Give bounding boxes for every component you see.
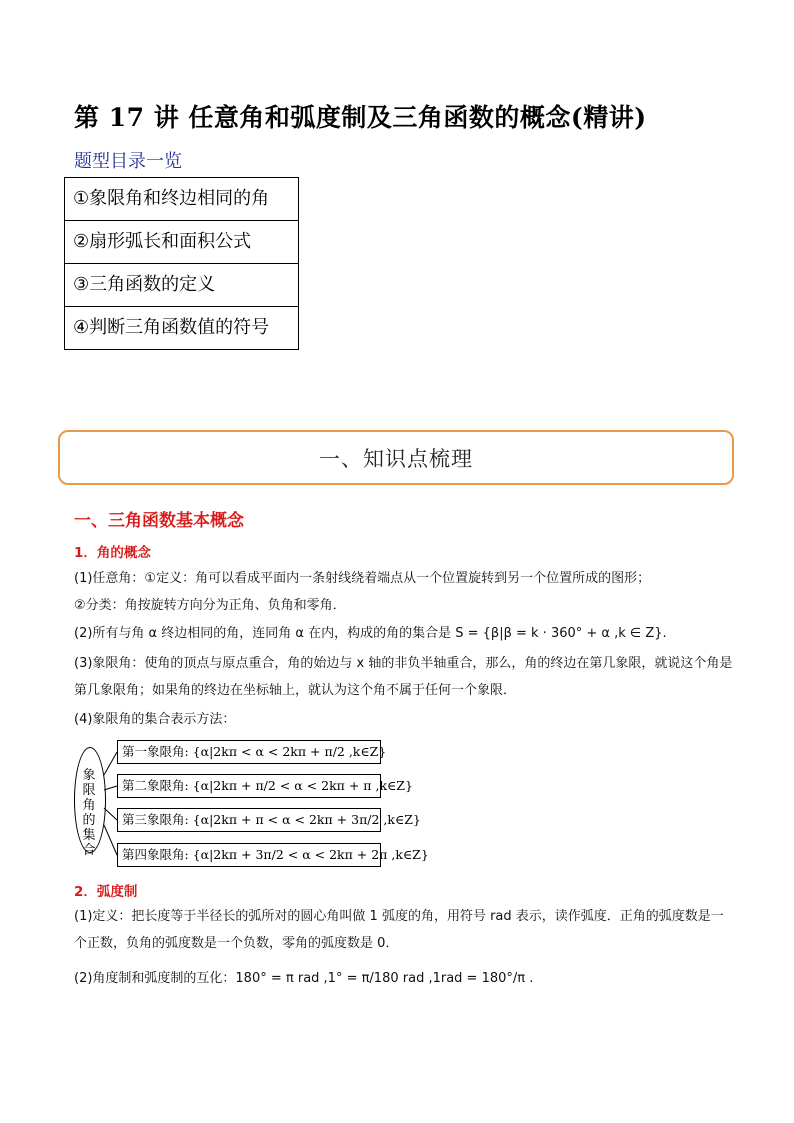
paragraph: ②分类：角按旋转方向分为正角、负角和零角． bbox=[74, 598, 346, 613]
paragraph: (1)任意角：①定义：角可以看成平面内一条射线绕着端点从一个位置旋转到另一个位置所成的图形； bbox=[74, 571, 651, 586]
paragraph: (1)定义：把长度等于半径长的弧所对的圆心角叫做 1 弧度的角，用符号 rad 表示，读作弧度．正角的弧度数是一个正数，负角的弧度数是一个负数，零角的弧度数是 0． bbox=[74, 909, 724, 951]
toc-item: ①象限角和终边相同的角 bbox=[65, 178, 299, 221]
paragraph: (4)象限角的集合表示方法： bbox=[74, 712, 236, 727]
formula-box-q4: 第四象限角: {α|2kπ + 3π/2 < α < 2kπ + 2π ,k∈Z} bbox=[117, 843, 381, 867]
paragraph: (2)角度制和弧度制的互化：180° = π rad ,1° = π/180 rad ,1rad = 180°/π . bbox=[74, 971, 534, 986]
toc-item: ③三角函数的定义 bbox=[65, 264, 299, 307]
formula-box-q2: 第二象限角: {α|2kπ + π/2 < α < 2kπ + π ,k∈Z} bbox=[117, 774, 381, 798]
heading-angle-concept: 1．角的概念 bbox=[74, 545, 151, 561]
toc-item: ④判断三角函数值的符号 bbox=[65, 307, 299, 350]
formula-box-q3: 第三象限角: {α|2kπ + π < α < 2kπ + 3π/2 ,k∈Z} bbox=[117, 808, 381, 832]
heading-radian: 2．弧度制 bbox=[74, 884, 138, 900]
toc-item: ②扇形弧长和面积公式 bbox=[65, 221, 299, 264]
toc-heading: 题型目录一览 bbox=[74, 151, 182, 172]
page-title: 第 17 讲 任意角和弧度制及三角函数的概念(精讲) bbox=[74, 103, 647, 132]
diagram-label: 象限角的集合 bbox=[82, 768, 96, 858]
paragraph: (2)所有与角 α 终边相同的角，连同角 α 在内，构成的角的集合是 S = {β|β = k · 360° + α ,k ∈ Z}. bbox=[74, 626, 667, 641]
section-title: 一、知识点梳理 bbox=[319, 446, 473, 471]
formula-box-q1: 第一象限角: {α|2kπ < α < 2kπ + π/2 ,k∈Z} bbox=[117, 740, 381, 764]
heading-basic-concepts: 一、三角函数基本概念 bbox=[74, 511, 244, 531]
paragraph: (3)象限角：使角的顶点与原点重合，角的始边与 x 轴的非负半轴重合，那么，角的终边在第几象限，就说这个角是第几象限角；如果角的终边在坐标轴上，就认为这个角不属于任何一个象限． bbox=[74, 656, 733, 698]
